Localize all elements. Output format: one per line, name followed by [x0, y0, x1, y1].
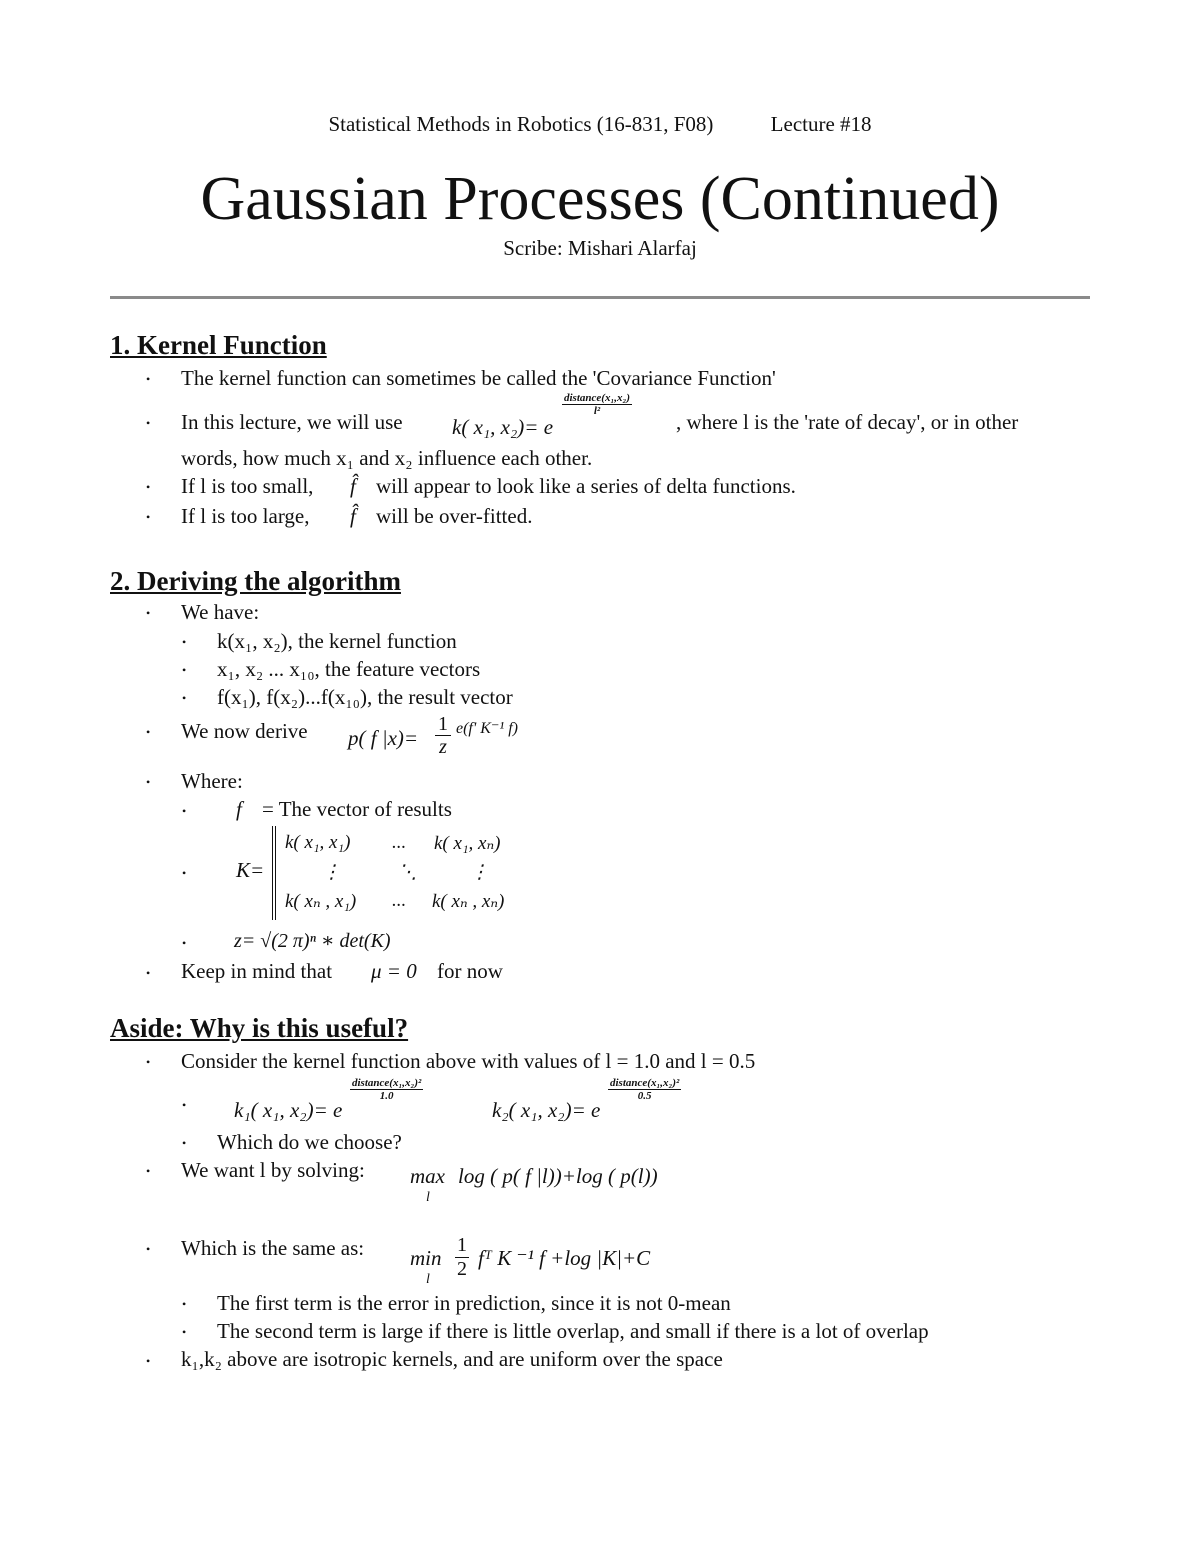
z-formula: z= √(2 π)ⁿ ∗ det(K): [234, 930, 391, 952]
sub-list-item: The first term is the error in prediction, since it is not 0-mean: [217, 1291, 731, 1315]
bullet-icon: •: [146, 1164, 151, 1178]
sub-list-item: = The vector of results: [262, 797, 452, 821]
matrix-cell: k( x₁, xₙ): [434, 833, 501, 854]
sub-bullet-icon: •: [182, 866, 187, 880]
course-header: [0, 112, 1200, 137]
bullet-icon: •: [146, 606, 151, 620]
k2-exponent: $\frac{\text{distance(x₁,x₂)²}}{0.5}$: [610, 1077, 680, 1102]
list-item-continued: for now: [437, 959, 503, 983]
list-item-continued: words, how much x₁ and x₂ influence each other.: [181, 446, 593, 470]
matrix-cell: ⋱: [398, 862, 417, 883]
sub-bullet-icon: •: [182, 1098, 187, 1112]
sub-bullet-icon: •: [182, 635, 187, 649]
k1-formula: k₁( x₁, x₂)= e: [234, 1098, 343, 1122]
list-item: In this lecture, we will use: [181, 410, 403, 434]
sub-bullet-icon: •: [182, 1297, 187, 1311]
list-item: We now derive: [181, 719, 308, 743]
list-item: If l is too small,: [181, 474, 314, 498]
sub-bullet-icon: •: [182, 936, 187, 950]
posterior-formula: p( f |x)=: [348, 726, 419, 750]
matrix-cell: k( xₙ , xₙ): [432, 891, 505, 912]
min-operator: min: [410, 1246, 442, 1270]
mu-equals-zero: μ = 0: [371, 959, 417, 983]
sub-list-item: x₁, x₂ ... x₁₀, the feature vectors: [217, 657, 481, 681]
matrix-cell: ⋮: [322, 862, 341, 883]
f-hat-symbol: f̂: [350, 504, 356, 528]
posterior-fraction: 1 z: [435, 713, 451, 758]
list-item: Which is the same as:: [181, 1236, 365, 1260]
bullet-icon: •: [146, 966, 151, 980]
kernel-exponent: $\frac{\text{distance(x₁,x₂)}}{\text{l²}}$: [564, 392, 631, 417]
f-hat-symbol: f̂: [350, 474, 356, 498]
matrix-cell: ⋮: [470, 862, 489, 883]
matrix-cell: k( xₙ , x₁): [285, 891, 357, 912]
sub-list-item: The second term is large if there is little overlap, and small if there is a lot of overlap: [217, 1319, 929, 1343]
sub-bullet-icon: •: [182, 1136, 187, 1150]
bullet-icon: •: [146, 416, 151, 430]
sub-bullet-icon: •: [182, 1325, 187, 1339]
bullet-icon: •: [146, 1242, 151, 1256]
list-item-continued: , where l is the 'rate of decay', or in other: [676, 410, 1019, 434]
bullet-icon: •: [146, 372, 151, 386]
scribe-line: Scribe: Mishari Alarfaj: [503, 236, 697, 260]
lecture-number: Lecture #18: [770, 112, 872, 136]
likelihood-expression: log ( p( f |l))+log ( p(l)): [458, 1164, 658, 1188]
bullet-icon: •: [146, 480, 151, 494]
matrix-cell: ...: [392, 890, 407, 911]
matrix-cell: k( x₁, x₁): [285, 832, 351, 853]
divider: [110, 296, 1090, 299]
section-heading-aside: Aside: Why is this useful?: [110, 1013, 409, 1043]
bullet-icon: •: [146, 775, 151, 789]
bullet-icon: •: [146, 510, 151, 524]
sub-list-item: Which do we choose?: [217, 1130, 402, 1154]
bullet-icon: •: [146, 725, 151, 739]
list-item: Where:: [181, 769, 243, 793]
sub-list-item: k(x₁, x₂), the kernel function: [217, 629, 457, 653]
list-item-continued: will appear to look like a series of delta functions.: [376, 474, 796, 498]
min-subscript: l: [426, 1272, 430, 1287]
half-fraction: 1 2: [457, 1234, 467, 1280]
page-title: Gaussian Processes (Continued): [200, 165, 1000, 233]
bullet-icon: •: [146, 1354, 151, 1368]
matrix-cell: ...: [392, 832, 407, 853]
objective-expression: fᵀ K ⁻¹ f +log |K|+C: [478, 1246, 651, 1270]
list-item: The kernel function can sometimes be called the 'Covariance Function': [181, 366, 776, 390]
kernel-formula: k( x₁, x₂)= e: [452, 415, 554, 439]
sub-bullet-icon: •: [182, 804, 187, 818]
k1-exponent: $\frac{\text{distance(x₁,x₂)²}}{1.0}$: [352, 1077, 422, 1102]
sub-list-item: f(x₁), f(x₂)...f(x₁₀), the result vector: [217, 685, 513, 709]
list-item: k₁,k₂ above are isotropic kernels, and are uniform over the space: [181, 1347, 723, 1371]
bullet-icon: •: [146, 1055, 151, 1069]
sub-bullet-icon: •: [182, 691, 187, 705]
list-item-continued: will be over-fitted.: [376, 504, 533, 528]
f-symbol: f: [236, 797, 242, 821]
course-title: Statistical Methods in Robotics (16-831, F08): [328, 112, 714, 136]
list-item: We have:: [181, 600, 260, 624]
posterior-exponent: e(f' K⁻¹ f): [456, 720, 518, 737]
max-subscript: l: [426, 1190, 430, 1205]
max-operator: max: [410, 1164, 445, 1188]
k-matrix-label: K=: [236, 858, 265, 882]
section-heading-deriving: 2. Deriving the algorithm: [110, 566, 401, 596]
list-item: If l is too large,: [181, 504, 310, 528]
list-item: We want l by solving:: [181, 1158, 365, 1182]
list-item: Keep in mind that: [181, 959, 333, 983]
section-heading-kernel: 1. Kernel Function: [110, 330, 327, 360]
sub-bullet-icon: •: [182, 663, 187, 677]
k2-formula: k₂( x₁, x₂)= e: [492, 1098, 601, 1122]
list-item: Consider the kernel function above with values of l = 1.0 and l = 0.5: [181, 1049, 756, 1073]
